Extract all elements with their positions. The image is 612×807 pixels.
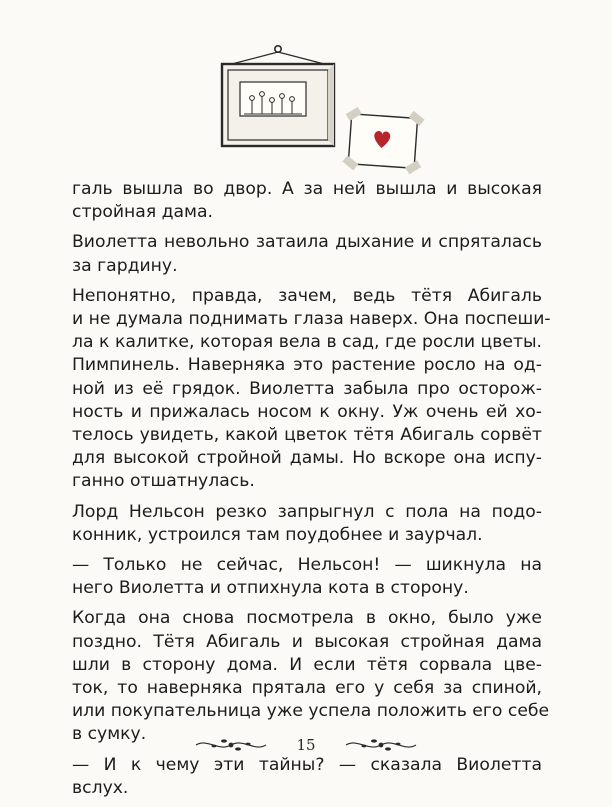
text-line: поздно. Тётя Абигаль и высокая стройная дама [72, 631, 542, 652]
text-line: Лорд Нельсон резко запрыгнул с пола на подо- [72, 501, 542, 522]
text-line: Виолетта невольно затаила дыхание и спряталась [72, 232, 542, 253]
text-line: конник, устроился там поудобнее и заурчал. [72, 524, 483, 545]
text-line: ганно отшатнулась. [72, 471, 255, 492]
text-line: Непонятно, правда, зачем, ведь тётя Абигаль [72, 285, 542, 306]
paragraph [72, 231, 542, 277]
text-line: ла к калитке, которая вела в сад, где росли цветы. [72, 332, 542, 353]
text-line: Пимпинель. Наверняка это растение росло на од- [72, 355, 542, 376]
text-line: шли в сторону дома. И если тётя сорвала цве- [72, 654, 542, 675]
text-line: за гардину. [72, 255, 178, 276]
paragraph [72, 754, 542, 800]
paragraph [72, 554, 542, 600]
nail-icon [275, 46, 281, 52]
page-number: 15 [296, 736, 316, 754]
text-line: ток, то наверняка прятала его у себя за спиной, [72, 678, 542, 699]
wall-frames-illustration [210, 40, 430, 175]
text-line: и не думала поднимать глаза наверх. Она поспеши- [72, 309, 551, 330]
text-line: — Только не сейчас, Нельсон! — шикнула на [72, 555, 542, 576]
paragraph [72, 178, 542, 224]
body-text [72, 178, 551, 807]
paragraph [72, 501, 542, 547]
text-line: галь вышла во двор. А за ней вышла и высокая [72, 179, 542, 199]
text-line: вслух. [72, 777, 129, 798]
floral-ornament-left-icon [194, 734, 268, 756]
paragraph [72, 285, 551, 494]
text-line: стройная дама. [72, 202, 214, 223]
text-line: Когда она снова посмотрела в окно, было уже [72, 608, 542, 629]
text-line: или покупательница уже успела положить его себе [72, 701, 550, 722]
text-line: — И к чему эти тайны? — сказала Виолетта [72, 754, 542, 775]
paragraph [72, 607, 550, 746]
text-line: него Виолетта и отпихнула кота в сторону. [72, 578, 469, 599]
picture-frame-icon [222, 64, 334, 146]
page-footer [0, 732, 612, 758]
text-line: в сумку. [72, 724, 147, 745]
floral-ornament-right-icon [344, 734, 418, 756]
heart-card-icon [342, 106, 425, 175]
text-line: ность и прижалась носом к окну. Уж очень ей хо- [72, 401, 542, 422]
text-line: ной из её грядок. Виолетта забыла про осторож- [72, 378, 542, 399]
text-line: телось увидеть, какой цветок тётя Абигаль сорвёт [72, 425, 542, 446]
text-line: для высокой стройной дамы. Но вскоре она испу- [72, 448, 542, 469]
